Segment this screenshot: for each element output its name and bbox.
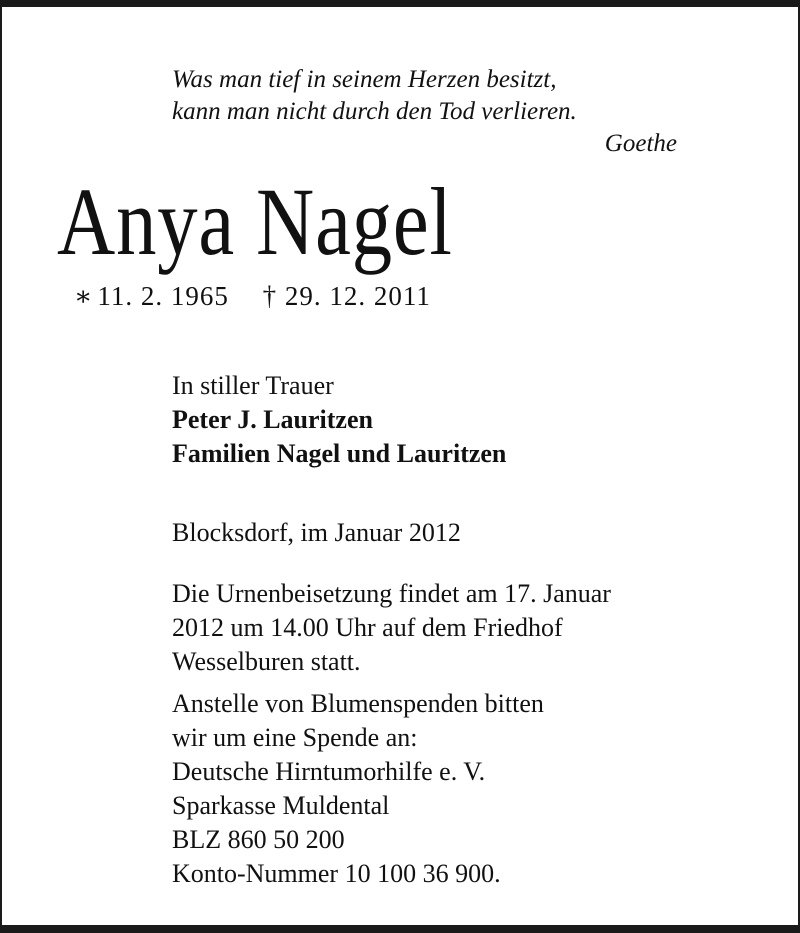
mourning-intro: In stiller Trauer xyxy=(172,371,334,400)
quote-author: Goethe xyxy=(604,130,677,157)
quote-line-2: kann man nicht durch den Tod verlieren. xyxy=(172,98,577,125)
mourners-block xyxy=(172,369,506,471)
memorial-quote xyxy=(172,64,677,160)
burial-info xyxy=(172,577,611,679)
burial-line: 2012 um 14.00 Uhr auf dem Friedhof xyxy=(172,613,563,642)
donation-info xyxy=(172,687,544,891)
donation-account: Konto-Nummer 10 100 36 900. xyxy=(172,859,501,888)
donation-blz: BLZ 860 50 200 xyxy=(172,825,345,854)
donation-line: Anstelle von Blumenspenden bitten xyxy=(172,689,544,718)
donation-bank: Sparkasse Muldental xyxy=(172,791,390,820)
donation-recipient: Deutsche Hirntumorhilfe e. V. xyxy=(172,757,486,786)
mourner-families: Familien Nagel und Lauritzen xyxy=(172,439,507,468)
birth-symbol: ∗ xyxy=(74,281,94,311)
birth-date: 11. 2. 1965 xyxy=(97,281,229,311)
death-date: 29. 12. 2011 xyxy=(284,281,431,311)
life-dates xyxy=(74,279,431,313)
deceased-name: Anya Nagel xyxy=(57,168,453,275)
donation-line: wir um eine Spende an: xyxy=(172,723,418,752)
quote-line-1: Was man tief in seinem Herzen besitzt, xyxy=(172,66,557,93)
burial-line: Wesselburen statt. xyxy=(172,647,361,676)
burial-line: Die Urnenbeisetzung findet am 17. Januar xyxy=(172,579,611,608)
place-date: Blocksdorf, im Januar 2012 xyxy=(172,518,461,547)
mourner-name: Peter J. Lauritzen xyxy=(172,405,373,434)
death-symbol: † xyxy=(262,281,278,311)
